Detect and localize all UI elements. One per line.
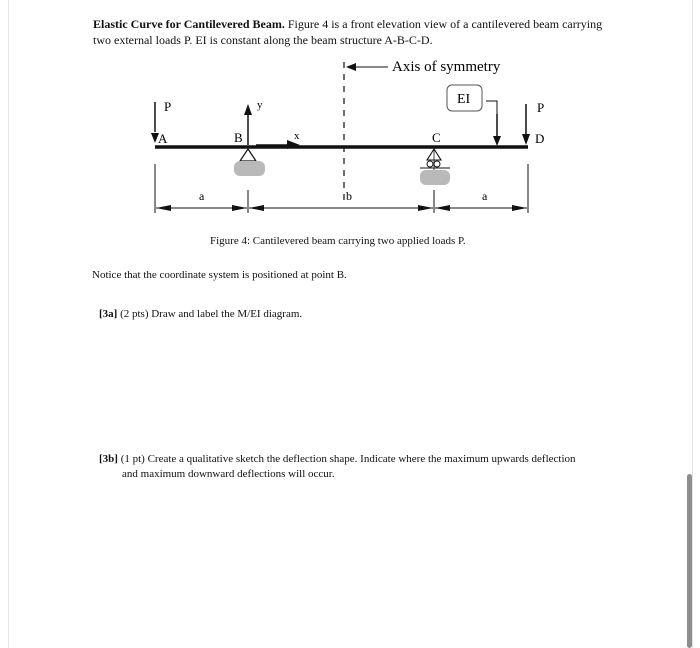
intro-text-line1: Figure 4 is a front elevation view of a cantilevered beam carrying [287,17,603,31]
x-axis-label: x [294,130,300,142]
point-c-label: C [432,130,441,145]
question-3a [99,308,302,320]
intro-text-line2: two external loads P. EI is constant along the beam structure A-B-C-D. [93,33,433,47]
dim-a-right-arrow1 [435,205,450,211]
support-ground-c [420,170,450,185]
dim-a-left-arrow1 [156,205,171,211]
question-3a-text: (2 pts) Draw and label the M/EI diagram. [120,308,303,320]
point-a-label: A [158,131,168,146]
question-3b [99,452,619,482]
y-axis-label: y [257,99,263,111]
symmetry-label: Axis of symmetry [392,59,501,75]
dim-a-right-arrow2 [512,205,527,211]
load-arrowhead-right-c [493,136,501,146]
y-axis-arrowhead [244,104,252,115]
question-3b-text-line1: (1 pt) Create a qualitative sketch the deflection shape. Indicate where the maximum upwards deflection [120,453,576,465]
dim-b-arrow2 [418,205,433,211]
ei-leader-line [486,101,497,114]
dim-a-left-arrow2 [232,205,247,211]
problem-title: Elastic Curve for Cantilevered Beam. [93,17,285,31]
coordinate-notice: Notice that the coordinate system is positioned at point B. [92,269,347,281]
question-3a-number: [3a] [99,308,118,320]
dim-b-label: b [346,189,352,203]
question-3b-number: [3b] [99,453,118,465]
pin-support-b [240,149,256,161]
load-label-right: P [537,100,545,115]
question-3b-text-line2: and maximum downward deflections will occur. [122,468,335,480]
scrollbar-thumb[interactable] [687,474,692,648]
beam-figure [0,0,700,260]
point-d-label: D [535,131,545,146]
dim-a-left-label: a [199,189,205,203]
load-arrowhead-right [522,134,530,145]
dim-b-arrow1 [249,205,264,211]
ei-label: EI [457,92,471,107]
roller-wheel-right [434,161,440,167]
load-label-left: P [164,99,172,114]
support-ground-b [234,161,265,176]
figure-caption: Figure 4: Cantilevered beam carrying two applied loads P. [210,235,466,247]
roller-wheel-left [427,161,433,167]
dim-a-right-label: a [482,189,488,203]
point-b-label: B [234,130,243,145]
